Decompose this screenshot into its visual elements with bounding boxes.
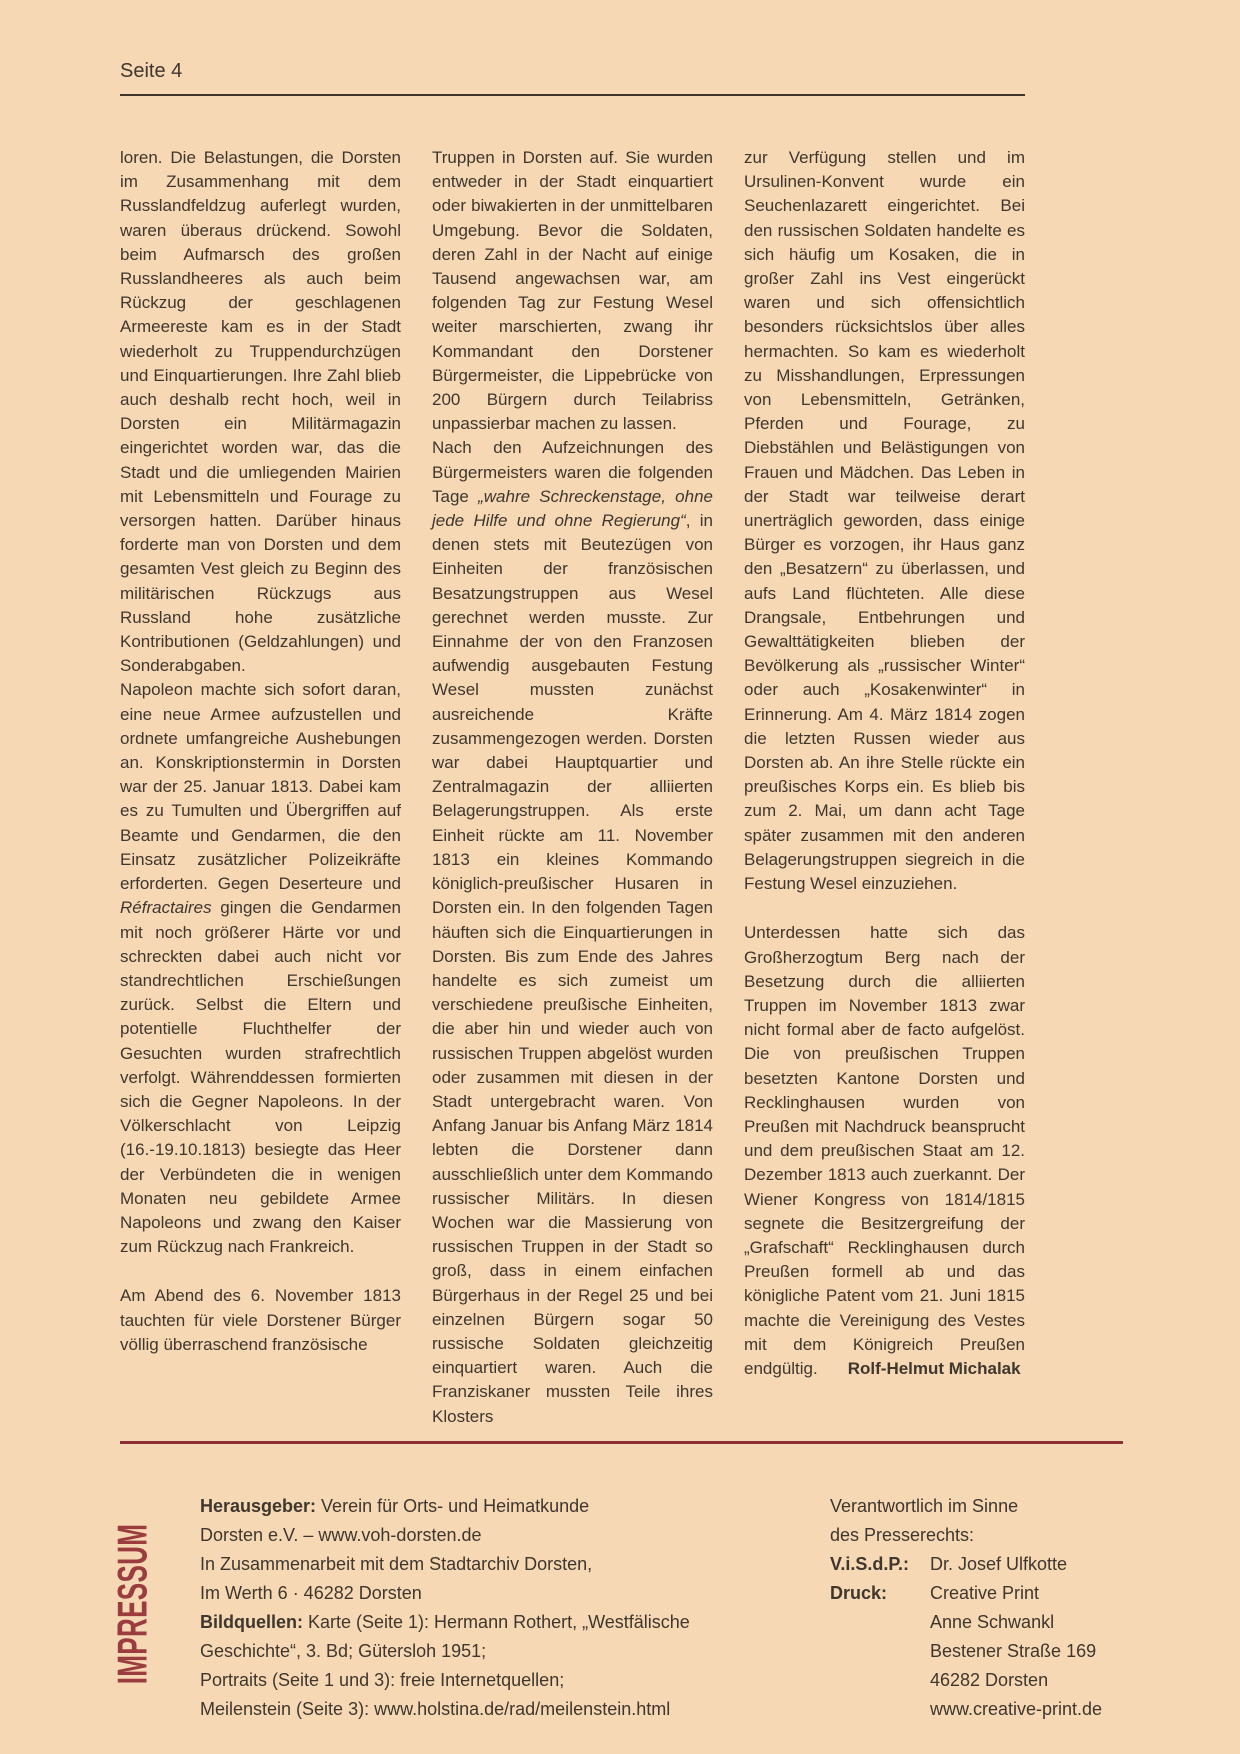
text-segment: Geschichte“, 3. Bd; Gütersloh 1951;: [200, 1641, 487, 1661]
impressum-line: [200, 1492, 820, 1521]
impressum-publisher-block: [200, 1492, 820, 1724]
text-segment: Portraits (Seite 1 und 3): freie Internetquellen;: [200, 1670, 565, 1690]
article-column-3: [744, 146, 1025, 1434]
text-segment: Dorsten e.V. – www.voh-dorsten.de: [200, 1525, 482, 1545]
impressum-value: www.creative-print.de: [930, 1699, 1103, 1719]
impressum-value: des Presserechts:: [830, 1525, 975, 1545]
impressum-value: Anne Schwankl: [930, 1612, 1055, 1632]
article-paragraph: [120, 1284, 401, 1357]
impressum-label: Druck:: [830, 1583, 888, 1603]
impressum-value: 46282 Dorsten: [930, 1670, 1049, 1690]
impressum-value: Dr. Josef Ulfkotte: [930, 1554, 1068, 1574]
article-paragraph: [120, 146, 401, 678]
impressum-line: [200, 1695, 820, 1724]
article-paragraph: [432, 146, 713, 436]
text-segment: loren. Die Belastungen, die Dorsten im Zusammenhang mit dem Russlandfeldzug auferlegt wurden, waren überaus drückend. Sowohl beim Aufmarsch des großen Russlandheeres als auch beim Rückzug der geschlagenen Armeereste kam es in der Stadt wiederholt zu Truppendurchzügen und Einquartierungen. Ihre Zahl blieb auch deshalb recht hoch, weil in Dorsten ein Militärmagazin eingerichtet worden war, das die Stadt und die umliegenden Mairien mit Lebensmitteln und Fourage zu versorgen hatten. Darüber hinaus forderte man von Dorsten und dem gesamten Vest gleich zu Beginn des militärischen Rückzugs aus Russland hohe zusätzliche Kontributionen (Geldzahlungen) und Sonderabgaben.: [120, 148, 401, 676]
impressum-row: [830, 1550, 1170, 1579]
impressum-row: [930, 1637, 1170, 1666]
article-column-1: [120, 146, 401, 1434]
text-segment: Im Werth 6 · 46282 Dorsten: [200, 1583, 422, 1603]
impressum-row: [930, 1695, 1170, 1724]
impressum-row: [830, 1492, 1170, 1521]
text-segment: Truppen in Dorsten auf. Sie wurden entweder in der Stadt einquartiert oder biwakierten in der unmittelbaren Umgebung. Bevor die Soldaten, deren Zahl in der Nacht auf einige Tausend angewachsen war, am folgenden Tag zur Festung Wesel weiter marschierten, zwang ihr Kommandant den Dorstener Bürgermeister, die Lippebrücke von 200 Bürgern durch Teilabriss unpassierbar machen zu lassen.: [432, 148, 713, 434]
impressum-contact-block: [830, 1492, 1170, 1724]
text-segment: Karte (Seite 1): Hermann Rothert, „Westfälische: [303, 1612, 690, 1632]
article-paragraph: [744, 146, 1025, 896]
impressum-row: [930, 1608, 1170, 1637]
article-paragraph: [432, 436, 713, 1428]
impressum-line: [200, 1666, 820, 1695]
impressum-row: [830, 1521, 1170, 1550]
text-segment: Rolf-Helmut Michalak: [847, 1358, 1021, 1378]
impressum-value: Verantwortlich im Sinne: [830, 1496, 1019, 1516]
page-number: Seite 4: [120, 60, 183, 82]
impressum-line: [200, 1608, 820, 1637]
impressum-line: [200, 1521, 820, 1550]
impressum-line: [200, 1550, 820, 1579]
text-segment: Napoleon machte sich sofort daran, eine neue Armee aufzustellen und ordnete umfangreiche Aushebungen an. Konskriptionstermin in Dorsten war der 25. Januar 1813. Dabei kam es zu Tumulten und Übergriffen auf Beamte und Gendarmen, die den Einsatz zusätzlicher Polizeikräfte erforderten. Gegen Deserteure und: [120, 680, 401, 894]
impressum-label: V.i.S.d.P.:: [830, 1554, 910, 1574]
text-segment: In Zusammenarbeit mit dem Stadtarchiv Dorsten,: [200, 1554, 593, 1574]
header-rule: [120, 94, 1025, 96]
text-segment: Nach den Aufzeichnungen des Bürgermeisters waren die folgenden Tage: [432, 438, 713, 506]
impressum-line: [200, 1637, 820, 1666]
text-segment: Réfractaires: [120, 898, 212, 918]
text-segment: „wahre Schreckenstage, ohne jede Hilfe und ohne Regierung“: [432, 486, 713, 531]
text-segment: Unterdessen hatte sich das Großherzogtum Berg nach der Besetzung durch die alliierten Truppen im November 1813 zwar nicht formal aber de facto aufgelöst. Die von preußischen Truppen besetzten Kantone Dorsten und Recklinghausen wurden von Preußen mit Nachdruck beansprucht und dem preußischen Staat am 12. Dezember 1813 auch zuerkannt. Der Wiener Kongress von 1814/1815 segnete die Besitzergreifung der „Grafschaft“ Recklinghausen durch Preußen formell ab und das königliche Patent vom 21. Juni 1815 machte die Vereinigung des Vestes mit dem Königreich Preußen endgültig.: [744, 923, 1025, 1378]
text-segment: Verein für Orts- und Heimatkunde: [316, 1496, 590, 1516]
article-paragraph: [120, 678, 401, 1259]
text-segment: Bildquellen:: [200, 1612, 303, 1632]
text-segment: gingen die Gendarmen mit noch größerer Härte vor und schreckten dabei auch nicht vor standrechtlichen Erschießungen zurück. Selbst die Eltern und potentielle Fluchthelfer der Gesuchten wurden strafrechtlich verfolgt. Währenddessen formierten sich die Gegner Napoleons. In der Völkerschlacht von Leipzig (16.-19.10.1813) besiegte das Heer der Verbündeten die in wenigen Monaten neu gebildete Armee Napoleons und zwang den Kaiser zum Rückzug nach Frankreich.: [120, 898, 401, 1257]
text-segment: Meilenstein (Seite 3): www.holstina.de/rad/meilenstein.html: [200, 1699, 671, 1719]
text-segment: , in denen stets mit Beutezügen von Einheiten der französischen Besatzungstruppen aus Wesel gerechnet werden musste. Zur Einnahme der von den Franzosen aufwendig ausgebauten Festung Wesel mussten zunächst ausreichende Kräfte zusammengezogen werden. Dorsten war dabei Hauptquartier und Zentralmagazin der alliierten Belagerungstruppen. Als erste Einheit rückte am 11. November 1813 ein kleines Kommando königlich-preußischer Husaren in Dorsten ein. In den folgenden Tagen häuften sich die Einquartierungen in Dorsten. Bis zum Ende des Jahres handelte es sich zumeist um verschiedene preußische Einheiten, die aber hin und wieder auch von russischen Truppen abgelöst wurden oder zusammen mit diesen in der Stadt untergebracht waren. Von Anfang Januar bis Anfang März 1814 lebten die Dorstener dann ausschließlich unter dem Kommando russischer Militärs. In diesen Wochen war die Massierung von russischen Truppen in der Stadt so groß, dass in einem einfachen Bürgerhaus in der Regel 25 und bei einzelnen Bürgern sogar 50 russische Soldaten gleichzeitig einquartiert waren. Auch die Franziskaner mussten Teile ihres Klosters: [432, 511, 713, 1426]
impressum-rule: [120, 1441, 1123, 1444]
impressum-row: [830, 1579, 1170, 1608]
impressum-row: [930, 1666, 1170, 1695]
article-paragraph: [744, 921, 1025, 1381]
impressum-value: Bestener Straße 169: [930, 1641, 1097, 1661]
text-segment: zur Verfügung stellen und im Ursulinen-Konvent wurde ein Seuchenlazarett eingerichtet. Bei den russischen Soldaten handelte es sich häufig um Kosaken, die in großer Zahl ins Vest eingerückt waren und sich offensichtlich besonders rücksichtslos über alles hermachten. So kam es wiederholt zu Misshandlungen, Erpressungen von Lebensmitteln, Getränken, Pferden und Fourage, zu Diebstählen und Belästigungen von Frauen und Mädchen. Das Leben in der Stadt war teilweise derart unerträglich geworden, dass einige Bürger es vorzogen, ihr Haus ganz den „Besatzern“ zu überlassen, und aufs Land flüchteten. Alle diese Drangsale, Entbehrungen und Gewalttätigkeiten blieben der Bevölkerung als „russischer Winter“ oder auch „Kosakenwinter“ in Erinnerung. Am 4. März 1814 zogen die letzten Russen wieder aus Dorsten ab. An ihre Stelle rückte ein preußisches Korps ein. Es blieb bis zum 2. Mai, um dann acht Tage später zusammen mit den anderen Belagerungstruppen siegreich in die Festung Wesel einzuziehen.: [744, 148, 1025, 894]
article-columns: [120, 146, 1025, 1434]
impressum-vertical-title: [104, 1506, 160, 1702]
impressum-line: [200, 1579, 820, 1608]
text-segment: Herausgeber:: [200, 1496, 317, 1516]
impressum-title-text: IMPRESSUM: [108, 1523, 156, 1685]
text-segment: Am Abend des 6. November 1813 tauchten für viele Dorstener Bürger völlig überraschend französische: [120, 1286, 401, 1354]
impressum-value: Creative Print: [930, 1583, 1040, 1603]
article-column-2: [432, 146, 713, 1434]
